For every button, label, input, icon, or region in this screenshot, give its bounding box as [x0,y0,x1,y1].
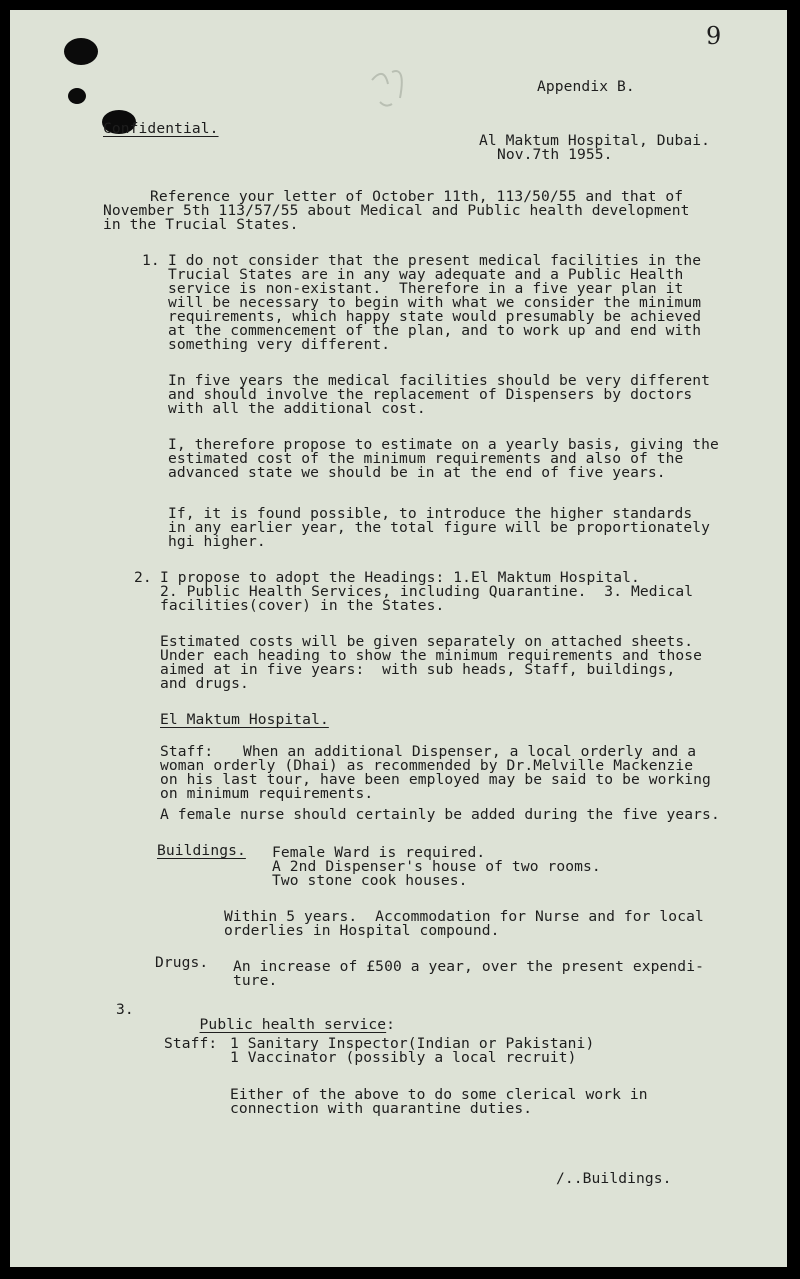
intro-line: in the Trucial States. [103,216,299,233]
para-line: on his last tour, have been employed may be said to be working [160,771,711,788]
section-number: 1. [142,252,160,269]
intro-line: Reference your letter of October 11th, 113/50/55 and that of [150,188,684,205]
address-line: Al Maktum Hospital, Dubai. [479,132,711,149]
date-line: Nov.7th 1955. [497,146,613,163]
classification-label: Confidential. [103,120,219,137]
para-line: Estimated costs will be given separately on attached sheets. [160,633,694,650]
para-line: 1 Sanitary Inspector(Indian or Pakistani) [230,1035,595,1052]
para-line: service is non-existant. Therefore in a five year plan it [168,280,684,297]
section-number: 2. [134,569,152,586]
drugs-label: Drugs. [155,954,209,971]
hospital-heading: El Maktum Hospital. [160,711,329,728]
public-health-heading: Public health service [199,1016,387,1034]
para-line: requirements, which happy state would presumably be achieved [168,308,702,325]
para-line: In five years the medical facilities should be very different [168,372,711,389]
continuation-note: /..Buildings. [556,1170,672,1187]
para-line: 2. Public Health Services, including Quarantine. 3. Medical [160,583,694,600]
para-line: An increase of £500 a year, over the present expendi- [233,958,704,975]
para-line: estimated cost of the minimum requirements and also of the [168,450,684,467]
para-line: Under each heading to show the minimum requirements and those [160,647,703,664]
intro-line: November 5th 113/57/55 about Medical and Public health development [103,202,690,219]
para-line: I, therefore propose to estimate on a yearly basis, giving the [168,436,719,453]
para-line: hgi higher. [168,533,266,550]
ink-blot [64,38,98,65]
para-line: facilities(cover) in the States. [160,597,445,614]
para-line: orderlies in Hospital compound. [224,922,500,939]
para-line: When an additional Dispenser, a local orderly and a [243,743,697,760]
para-line: Either of the above to do some clerical work in [230,1086,648,1103]
para-line: Two stone cook houses. [272,872,468,889]
para-line: Trucial States are in any way adequate and a Public Health [168,266,684,283]
document-page [10,10,787,1267]
para-line: and drugs. [160,675,249,692]
para-line: A female nurse should certainly be added during the five years. [160,806,720,823]
heading-colon: : [386,1016,396,1034]
para-line: something very different. [168,336,391,353]
para-line: at the commencement of the plan, and to work up and end with [168,322,702,339]
para-line: woman orderly (Dhai) as recommended by Dr.Melville Mackenzie [160,757,694,774]
para-line: 1 Vaccinator (possibly a local recruit) [230,1049,577,1066]
para-line: will be necessary to begin with what we consider the minimum [168,294,702,311]
page-number: 9 [706,22,722,50]
para-line: Female Ward is required. [272,844,486,861]
para-line: and should involve the replacement of Dispensers by doctors [168,386,693,403]
section-number: 3. [116,1001,134,1018]
para-line: If, it is found possible, to introduce the higher standards [168,505,693,522]
para-line: connection with quarantine duties. [230,1100,533,1117]
para-line: ture. [233,972,278,989]
para-line: on minimum requirements. [160,785,374,802]
para-line: in any earlier year, the total figure will be proportionately [168,519,711,536]
ink-blot [68,88,86,104]
para-line: I do not consider that the present medical facilities in the [168,252,702,269]
para-line: with all the additional cost. [168,400,426,417]
staff-label: Staff: [160,743,214,760]
para-line: I propose to adopt the Headings: 1.El Maktum Hospital. [160,569,640,586]
para-line: Within 5 years. Accommodation for Nurse and for local [224,908,704,925]
para-line: aimed at in five years: with sub heads, Staff, buildings, [160,661,676,678]
staff-label: Staff: [164,1035,218,1052]
para-line: A 2nd Dispenser's house of two rooms. [272,858,601,875]
pencil-mark [362,58,422,118]
buildings-label: Buildings. [157,842,246,859]
para-line: advanced state we should be in at the end of five years. [168,464,666,481]
appendix-label: Appendix B. [537,78,635,95]
